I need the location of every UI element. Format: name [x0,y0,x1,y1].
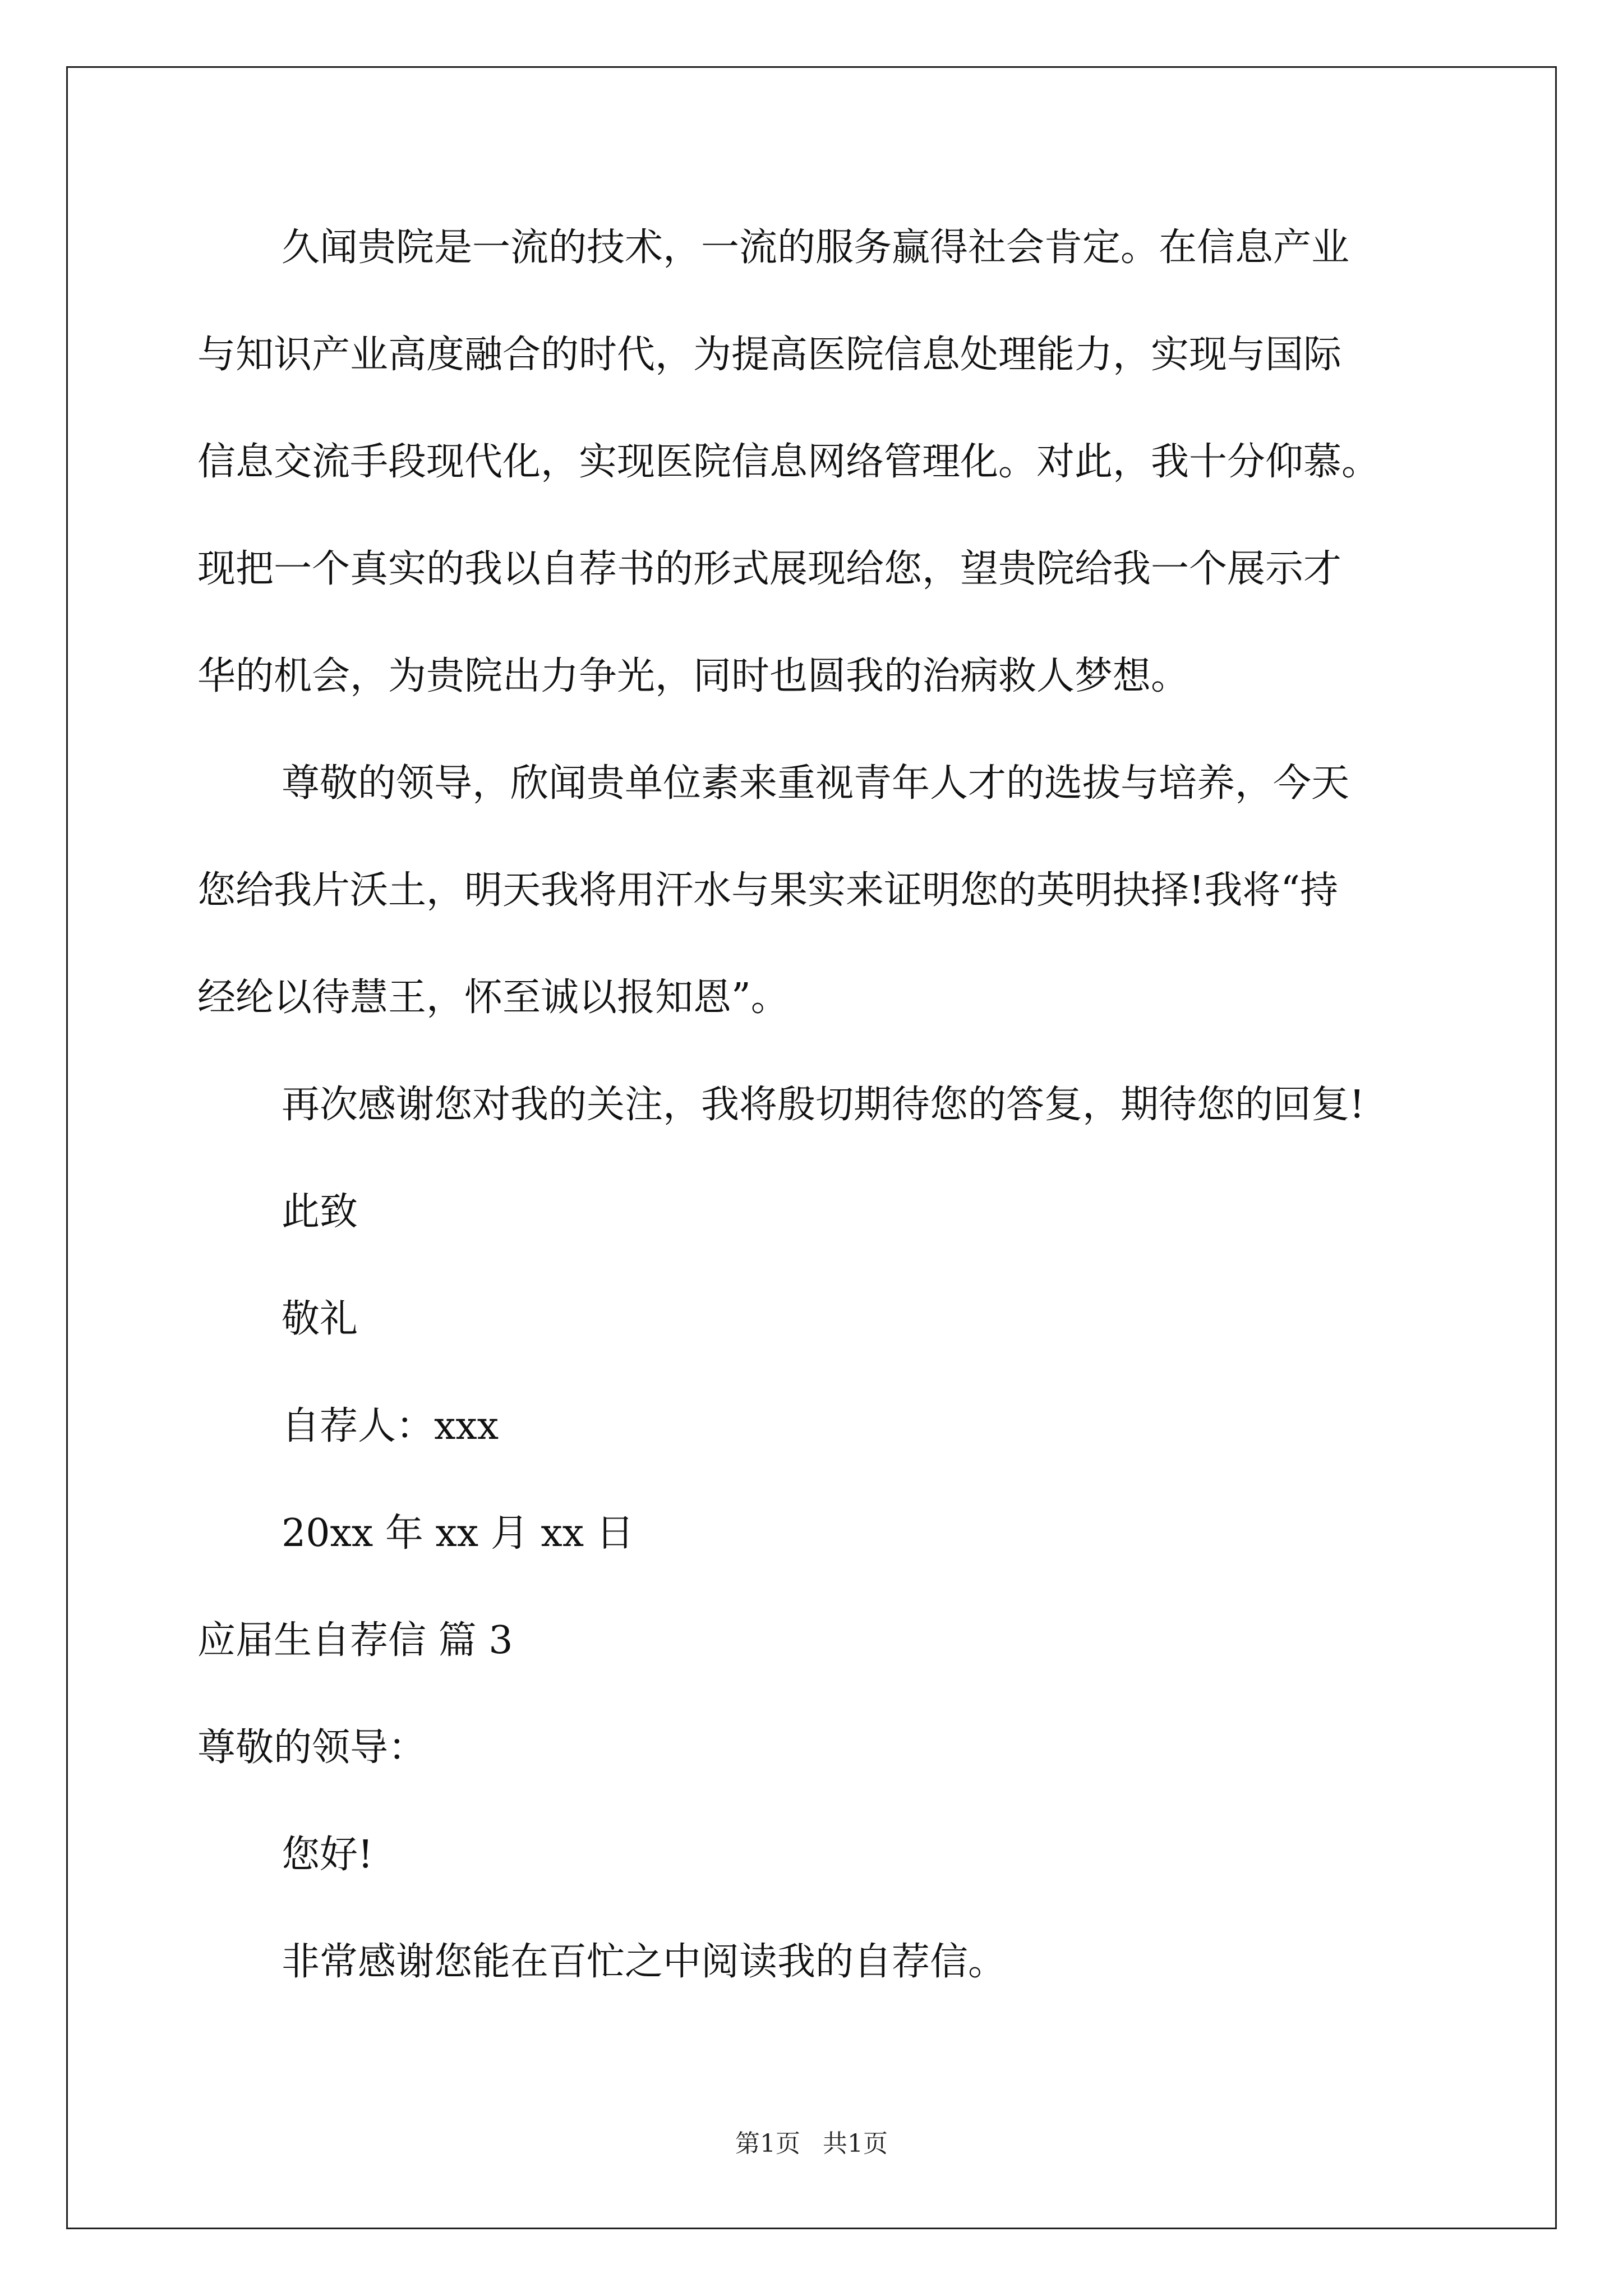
page-footer [0,2127,1623,2161]
closing-regards: 敬礼 [282,1297,358,1341]
document-body [197,220,1454,2041]
page-number: 第1页 [735,2129,800,2158]
signature-line: 自荐人：xxx [282,1404,499,1448]
greeting-recipient: 尊敬的领导： [197,1726,427,1770]
paragraph-line: 经纶以待慧王，怀至诚以报知恩”。 [197,976,789,1020]
paragraph-line: 信息交流手段现代化，实现医院信息网络管理化。对此，我十分仰慕。 [197,440,1380,484]
page-total: 共1页 [823,2129,888,2158]
section-heading: 应届生自荐信 篇 3 [197,1618,513,1663]
closing-salutation: 此致 [282,1190,358,1234]
paragraph-line: 非常感谢您能在百忙之中阅读我的自荐信。 [282,1940,1007,1984]
paragraph-line: 现把一个真实的我以自荐书的形式展现给您，望贵院给我一个展示才 [197,547,1342,591]
paragraph-line: 华的机会，为贵院出力争光，同时也圆我的治病救人梦想。 [197,654,1189,698]
paragraph-line: 尊敬的领导，欣闻贵单位素来重视青年人才的选拔与培养，今天 [282,761,1350,806]
date-line: 20xx 年 xx 月 xx 日 [282,1511,634,1556]
paragraph-line: 再次感谢您对我的关注，我将殷切期待您的答复，期待您的回复! [282,1083,1365,1127]
greeting: 您好! [282,1833,374,1877]
paragraph-line: 久闻贵院是一流的技术，一流的服务赢得社会肯定。在信息产业 [282,226,1350,270]
paragraph-line: 与知识产业高度融合的时代，为提高医院信息处理能力，实现与国际 [197,333,1342,377]
paragraph-line: 您给我片沃土，明天我将用汗水与果实来证明您的英明抉择!我将“持 [197,868,1339,913]
